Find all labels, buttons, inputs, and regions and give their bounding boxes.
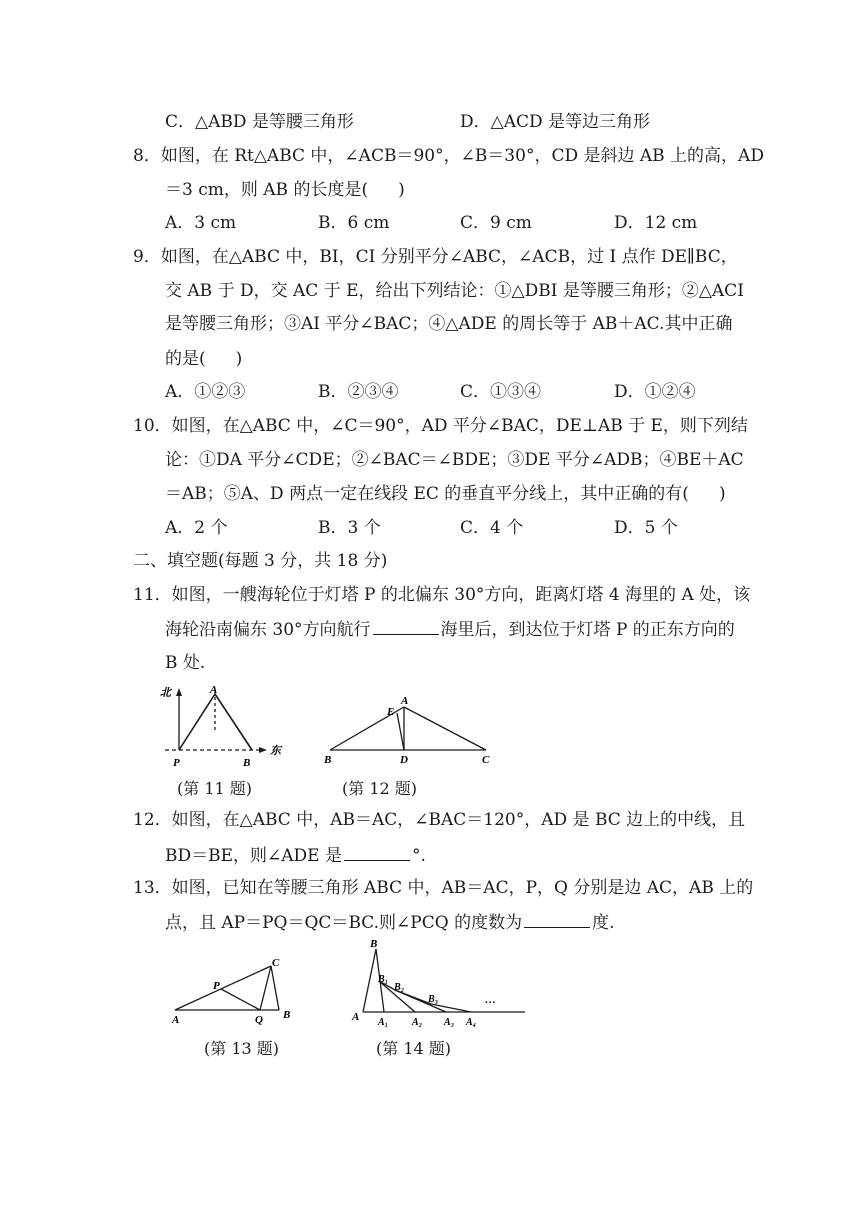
figure-13 bbox=[165, 955, 305, 1027]
label-b: B bbox=[283, 1009, 291, 1021]
answer-blank bbox=[344, 844, 410, 861]
segment-pq bbox=[221, 989, 260, 1010]
q10-option-c: C．4 个 bbox=[460, 518, 524, 538]
label-a: A bbox=[401, 695, 409, 707]
caption-fig-11: (第 11 题) bbox=[177, 779, 253, 798]
q9-line-3: 是等腰三角形；③AI 平分∠BAC；④△ADE 的周长等于 AB＋AC.其中正确 bbox=[165, 314, 733, 334]
segment-cb bbox=[271, 966, 279, 1010]
q10-line-2: 论：①DA 平分∠CDE；②∠BAC＝∠BDE；③DE 平分∠ADB；④BE＋AC bbox=[165, 450, 744, 470]
q10-option-d: D．5 个 bbox=[614, 518, 678, 538]
figure-14 bbox=[345, 935, 530, 1030]
q9-line-4: 的是( ) bbox=[165, 349, 243, 369]
q10-line-1: 10．如图，在△ABC 中，∠C＝90°，AD 平分∠BAC，DE⊥AB 于 E，则下列结 bbox=[133, 416, 748, 436]
label-e: E bbox=[387, 706, 395, 718]
q9-option-c: C．①③④ bbox=[460, 382, 542, 402]
q8-line-2: ＝3 cm，则 AB 的长度是( ) bbox=[165, 180, 405, 200]
q10-option-b: B．3 个 bbox=[318, 518, 381, 538]
label-b1: B₁ bbox=[378, 974, 389, 985]
label-a1: A₁ bbox=[378, 1017, 389, 1028]
label-q: Q bbox=[255, 1014, 263, 1026]
label-a4: A₄ bbox=[466, 1017, 477, 1028]
q11-line-1: 11．如图，一艘海轮位于灯塔 P 的北偏东 30°方向，距离灯塔 4 海里的 A 处，该 bbox=[133, 585, 751, 605]
label-p: P bbox=[213, 980, 220, 992]
label-north: 北 bbox=[160, 687, 171, 699]
q9-line-2: 交 AB 于 D，交 AC 于 E，给出下列结论：①△DBI 是等腰三角形；②△ACI bbox=[165, 281, 744, 301]
north-arrow-icon bbox=[176, 688, 182, 696]
q11-line-3: B 处. bbox=[165, 653, 206, 673]
label-east: 东 bbox=[270, 745, 281, 757]
q8-line-1: 8．如图，在 Rt△ABC 中，∠ACB＝90°，∠B＝30°，CD 是斜边 AB 上的高，AD bbox=[133, 146, 764, 166]
label-a3: A₃ bbox=[444, 1017, 455, 1028]
label-p: P bbox=[173, 757, 180, 769]
q8-option-c: C．9 cm bbox=[460, 213, 532, 233]
answer-blank bbox=[373, 618, 439, 635]
segment-qc bbox=[260, 966, 271, 1010]
q9-option-b: B．②③④ bbox=[318, 382, 399, 402]
caption-fig-13: (第 13 题) bbox=[204, 1039, 280, 1058]
label-a: A bbox=[210, 684, 218, 696]
label-a2: A₂ bbox=[412, 1017, 423, 1028]
label-c: C bbox=[482, 754, 490, 766]
label-dots: … bbox=[485, 994, 496, 1006]
segment-ed bbox=[397, 713, 404, 750]
q10-line-3: ＝AB；⑤A、D 两点一定在线段 EC 的垂直平分线上，其中正确的有( ) bbox=[165, 484, 726, 504]
answer-blank bbox=[524, 911, 590, 928]
figure-11 bbox=[155, 682, 295, 772]
label-b: B bbox=[324, 754, 332, 766]
q7-option-d: D．△ACD 是等边三角形 bbox=[460, 112, 651, 132]
label-b: B bbox=[370, 938, 378, 950]
q13-line-1: 13．如图，已知在等腰三角形 ABC 中，AB＝AC，P，Q 分别是边 AC，AB 上的 bbox=[133, 878, 754, 898]
segment-ac bbox=[404, 707, 486, 750]
q8-option-b: B．6 cm bbox=[318, 213, 390, 233]
q12-line-2: BD＝BE，则∠ADE 是 °. bbox=[165, 846, 426, 866]
label-a: A bbox=[172, 1014, 180, 1026]
q9-option-d: D．①②④ bbox=[614, 382, 696, 402]
caption-fig-12: (第 12 题) bbox=[342, 779, 418, 798]
label-c: C bbox=[272, 957, 280, 969]
section-heading: 二、填空题(每题 3 分，共 18 分) bbox=[133, 551, 388, 571]
q8-option-a: A．3 cm bbox=[165, 213, 237, 233]
q9-option-a: A．①②③ bbox=[165, 382, 246, 402]
q7-option-c: C．△ABD 是等腰三角形 bbox=[165, 112, 354, 132]
q12-line-1: 12．如图，在△ABC 中，AB＝AC，∠BAC＝120°，AD 是 BC 边上的中线，且 bbox=[133, 810, 746, 830]
q11-line-2: 海轮沿南偏东 30°方向航行 海里后，到达位于灯塔 P 的正东方向的 bbox=[165, 620, 735, 640]
east-arrow-icon bbox=[259, 747, 267, 753]
label-b2: B₂ bbox=[394, 982, 405, 993]
segment-ac bbox=[175, 966, 271, 1010]
label-b3: B₃ bbox=[428, 994, 439, 1005]
caption-fig-14: (第 14 题) bbox=[376, 1039, 452, 1058]
figure-12 bbox=[318, 693, 508, 771]
q9-line-1: 9．如图，在△ABC 中，BI，CI 分别平分∠ABC，∠ACB，过 I 点作 DE∥BC， bbox=[133, 247, 738, 267]
label-d: D bbox=[400, 754, 408, 766]
label-a: A bbox=[352, 1011, 360, 1023]
label-b: B bbox=[243, 757, 251, 769]
q13-line-2: 点，且 AP＝PQ＝QC＝BC.则∠PCQ 的度数为 度. bbox=[165, 913, 615, 933]
q10-option-a: A．2 个 bbox=[165, 518, 228, 538]
q8-option-d: D．12 cm bbox=[614, 213, 698, 233]
